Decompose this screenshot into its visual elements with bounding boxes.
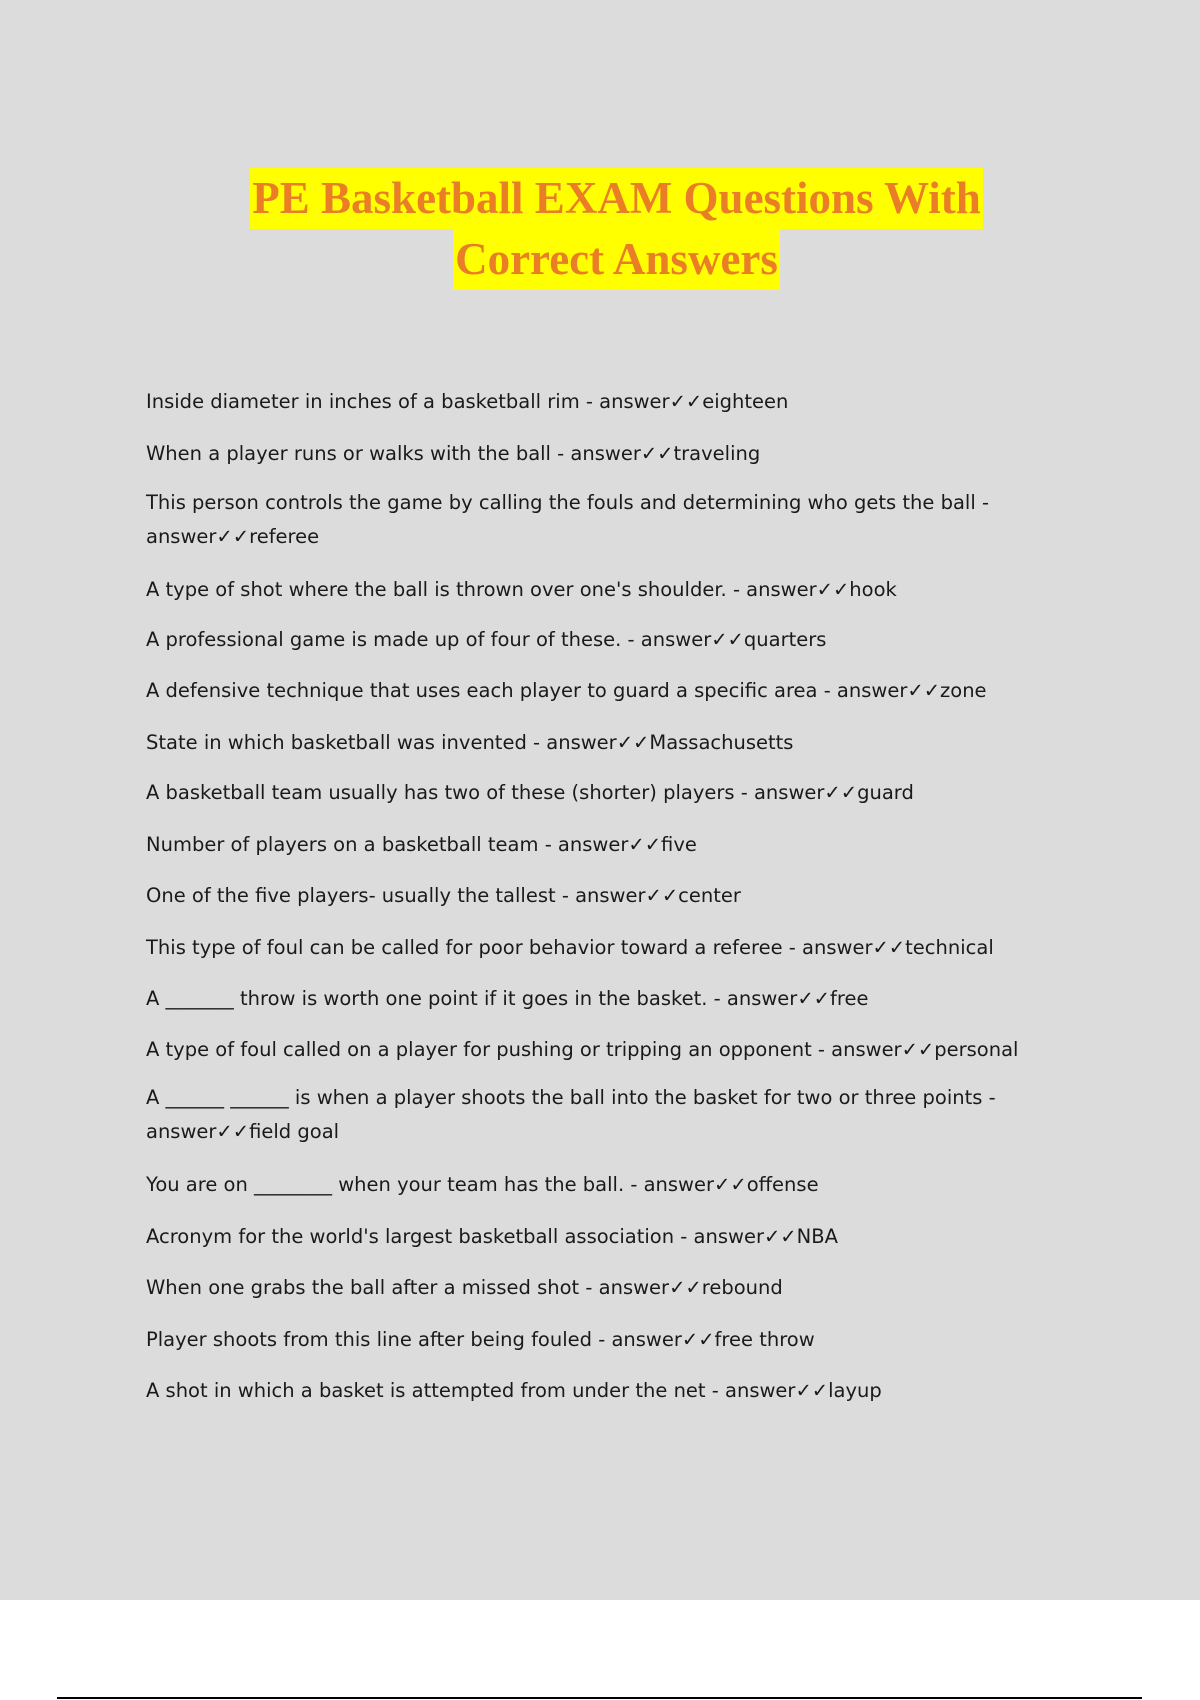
question-answer-item: When one grabs the ball after a missed shot - answer✓✓rebound — [146, 1276, 783, 1299]
question-answer-item: A _______ throw is worth one point if it goes in the basket. - answer✓✓free — [146, 987, 869, 1010]
question-answer-item: A professional game is made up of four of these. - answer✓✓quarters — [146, 628, 827, 651]
question-answer-item: State in which basketball was invented - answer✓✓Massachusetts — [146, 731, 794, 754]
question-answer-item: A shot in which a basket is attempted from under the net - answer✓✓layup — [146, 1379, 882, 1402]
question-answer-item: Acronym for the world's largest basketball association - answer✓✓NBA — [146, 1225, 838, 1248]
title-line-1: PE Basketball EXAM Questions With — [250, 168, 982, 229]
question-answer-item: Inside diameter in inches of a basketball rim - answer✓✓eighteen — [146, 390, 789, 413]
question-answer-item: This person controls the game by calling the fouls and determining who gets the ball - answer✓✓referee — [146, 491, 989, 548]
question-answer-item: A basketball team usually has two of these (shorter) players - answer✓✓guard — [146, 781, 914, 804]
page-bottom-rule — [57, 1697, 1142, 1699]
question-answer-item: One of the five players- usually the tallest - answer✓✓center — [146, 884, 741, 907]
question-answer-item: A type of shot where the ball is thrown over one's shoulder. - answer✓✓hook — [146, 578, 897, 601]
question-answer-item: A ______ ______ is when a player shoots the ball into the basket for two or three points - answer✓✓field goal — [146, 1086, 996, 1143]
question-answer-item: Player shoots from this line after being fouled - answer✓✓free throw — [146, 1328, 815, 1351]
question-answer-item: When a player runs or walks with the ball - answer✓✓traveling — [146, 442, 761, 465]
question-answer-item: A type of foul called on a player for pushing or tripping an opponent - answer✓✓personal — [146, 1038, 1019, 1061]
question-answer-item: This type of foul can be called for poor behavior toward a referee - answer✓✓technical — [146, 936, 994, 959]
title-line-2: Correct Answers — [453, 229, 780, 290]
question-answer-item: Number of players on a basketball team - answer✓✓five — [146, 833, 697, 856]
question-answer-item: A defensive technique that uses each player to guard a specific area - answer✓✓zone — [146, 679, 987, 702]
document-title — [0, 168, 1200, 290]
question-answer-item: You are on ________ when your team has the ball. - answer✓✓offense — [146, 1173, 819, 1196]
